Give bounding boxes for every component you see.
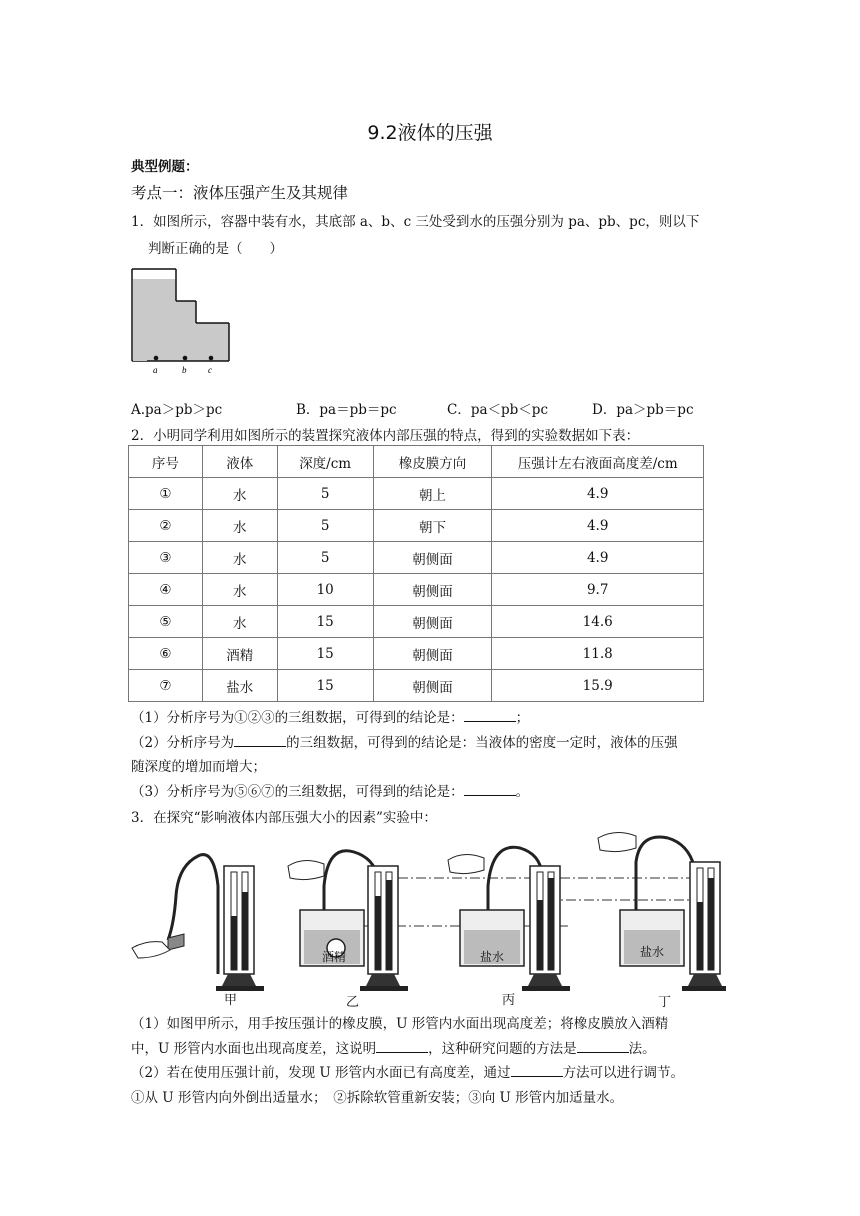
q2-sub2-text-b: 的三组数据，可得到的结论是：当液体的密度一定时，液体的压强 — [286, 735, 678, 751]
q2-sub3 — [131, 780, 529, 800]
q3-sub1-line1: （1）如图甲所示，用手按压强计的橡皮膜，U 形管内水面出现高度差；将橡皮膜放入酒精 — [131, 1016, 669, 1032]
table-cell: 15 — [277, 638, 373, 670]
q3-experiment-figure — [128, 826, 728, 1008]
beaker-label-saltwater: 盐水 — [480, 950, 505, 964]
answer-blank[interactable] — [234, 734, 286, 747]
table-cell: ⑥ — [129, 638, 203, 670]
figure-label-ding: 丁 — [658, 995, 672, 1008]
q2-sub2-text-a: （2）分析序号为 — [131, 735, 235, 751]
manometer-jia — [132, 855, 264, 991]
point-b-label: b — [182, 365, 187, 375]
table-row — [129, 510, 704, 542]
q3-sub2-text-a: （2）若在使用压强计前，发现 U 形管内水面已有高度差，通过 — [131, 1065, 511, 1081]
table-cell: 4.9 — [492, 542, 704, 574]
manometer-bing — [448, 847, 570, 991]
table-cell: 水 — [202, 574, 277, 606]
answer-blank[interactable] — [464, 709, 516, 722]
q1-container-figure — [128, 265, 238, 377]
q2-sub3-text: （3）分析序号为⑤⑥⑦的三组数据，可得到的结论是： — [131, 784, 464, 800]
q1-text-line1: 1．如图所示，容器中装有水，其底部 a、b、c 三处受到水的压强分别为 pa、pb、pc，则以下 — [131, 214, 700, 230]
answer-blank[interactable] — [511, 1064, 563, 1077]
q3-sub1-line2 — [131, 1037, 656, 1057]
table-cell: 朝侧面 — [373, 542, 492, 574]
table-cell: 朝侧面 — [373, 606, 492, 638]
point-a-dot — [154, 356, 159, 361]
q2-intro: 2．小明同学利用如图所示的装置探究液体内部压强的特点，得到的实验数据如下表： — [131, 428, 640, 444]
q2-sub1 — [131, 706, 529, 726]
table-cell: 15.9 — [492, 670, 704, 702]
table-cell: 15 — [277, 606, 373, 638]
q3-intro: 3．在探究“影响液体内部压强大小的因素”实验中： — [131, 810, 437, 826]
q3-sub1-text-a: 中，U 形管内水面也出现高度差，这说明 — [131, 1041, 377, 1057]
table-cell: ⑦ — [129, 670, 203, 702]
table-cell: 朝侧面 — [373, 638, 492, 670]
q3-sub2 — [131, 1061, 684, 1081]
table-header-cell: 序号 — [129, 446, 203, 478]
table-header-row — [129, 446, 704, 478]
point-c-dot — [209, 356, 214, 361]
topic-heading: 考点一：液体压强产生及其规律 — [131, 184, 349, 202]
point-a-label: a — [153, 365, 158, 375]
table-cell: 5 — [277, 478, 373, 510]
table-cell: 10 — [277, 574, 373, 606]
table-cell: ② — [129, 510, 203, 542]
beaker-label-alcohol: 酒精 — [322, 950, 347, 964]
table-cell: 14.6 — [492, 606, 704, 638]
table-header-cell: 压强计左右液面高度差/cm — [492, 446, 704, 478]
table-cell: 5 — [277, 510, 373, 542]
point-c-label: c — [208, 365, 212, 375]
figure-label-jia: 甲 — [224, 993, 238, 1008]
table-cell: 15 — [277, 670, 373, 702]
q2-sub1-text: （1）分析序号为①②③的三组数据，可得到的结论是： — [131, 710, 464, 726]
q1-text — [131, 210, 699, 230]
table-row — [129, 542, 704, 574]
figure-label-yi: 乙 — [346, 995, 360, 1008]
table-cell: 朝上 — [373, 478, 492, 510]
table-cell: 5 — [277, 542, 373, 574]
answer-blank[interactable] — [577, 1040, 629, 1053]
table-cell: 水 — [202, 542, 277, 574]
table-cell: 水 — [202, 606, 277, 638]
manometer-ding — [598, 832, 726, 991]
table-row — [129, 478, 704, 510]
q1-text-line2: 判断正确的是（ ） — [148, 241, 283, 257]
q1-option-a: A.pa＞pb＞pc — [131, 402, 223, 418]
point-b-dot — [183, 356, 188, 361]
figure-label-bing: 丙 — [502, 993, 516, 1008]
q3-sub1-text-b: ，这种研究问题的方法是 — [428, 1041, 577, 1057]
q1-option-d: D．pa＞pb＝pc — [592, 402, 694, 418]
table-cell: 4.9 — [492, 510, 704, 542]
q2-sub2 — [131, 731, 678, 751]
q3-sub1-text-c: 法。 — [628, 1041, 656, 1057]
beaker-label-saltwater: 盐水 — [640, 945, 665, 959]
table-cell: 盐水 — [202, 670, 277, 702]
table-header-cell: 液体 — [202, 446, 277, 478]
q3-sub2-text-b: 方法可以进行调节。 — [562, 1065, 685, 1081]
q3-options: ①从 U 形管内向外倒出适量水； ②拆除软管重新安装；③向 U 形管内加适量水。 — [131, 1090, 624, 1106]
table-cell: ④ — [129, 574, 203, 606]
section-label: 典型例题： — [131, 159, 199, 175]
q1-option-b: B．pa＝pb＝pc — [296, 402, 397, 418]
table-cell: 酒精 — [202, 638, 277, 670]
page-title: 9.2液体的压强 — [367, 122, 493, 144]
table-cell: 朝侧面 — [373, 670, 492, 702]
table-cell: ⑤ — [129, 606, 203, 638]
q2-sub2-line2: 随深度的增加而增大； — [131, 759, 266, 775]
table-cell: 9.7 — [492, 574, 704, 606]
manometer-yi — [288, 851, 408, 991]
q2-sub3-end: 。 — [515, 784, 530, 800]
table-row — [129, 638, 704, 670]
table-cell: ③ — [129, 542, 203, 574]
table-cell: 11.8 — [492, 638, 704, 670]
table-cell: 水 — [202, 478, 277, 510]
table-cell: 朝下 — [373, 510, 492, 542]
table-cell: 4.9 — [492, 478, 704, 510]
q1-option-c: C．pa＜pb＜pc — [447, 402, 549, 418]
table-header-cell: 深度/cm — [277, 446, 373, 478]
table-row — [129, 606, 704, 638]
table-cell: ① — [129, 478, 203, 510]
q2-data-table — [128, 445, 704, 702]
table-row — [129, 574, 704, 606]
table-header-cell: 橡皮膜方向 — [373, 446, 492, 478]
table-cell: 水 — [202, 510, 277, 542]
answer-blank[interactable] — [464, 783, 516, 796]
answer-blank[interactable] — [376, 1040, 428, 1053]
q2-sub1-end: ； — [515, 710, 530, 726]
table-row — [129, 670, 704, 702]
table-cell: 朝侧面 — [373, 574, 492, 606]
